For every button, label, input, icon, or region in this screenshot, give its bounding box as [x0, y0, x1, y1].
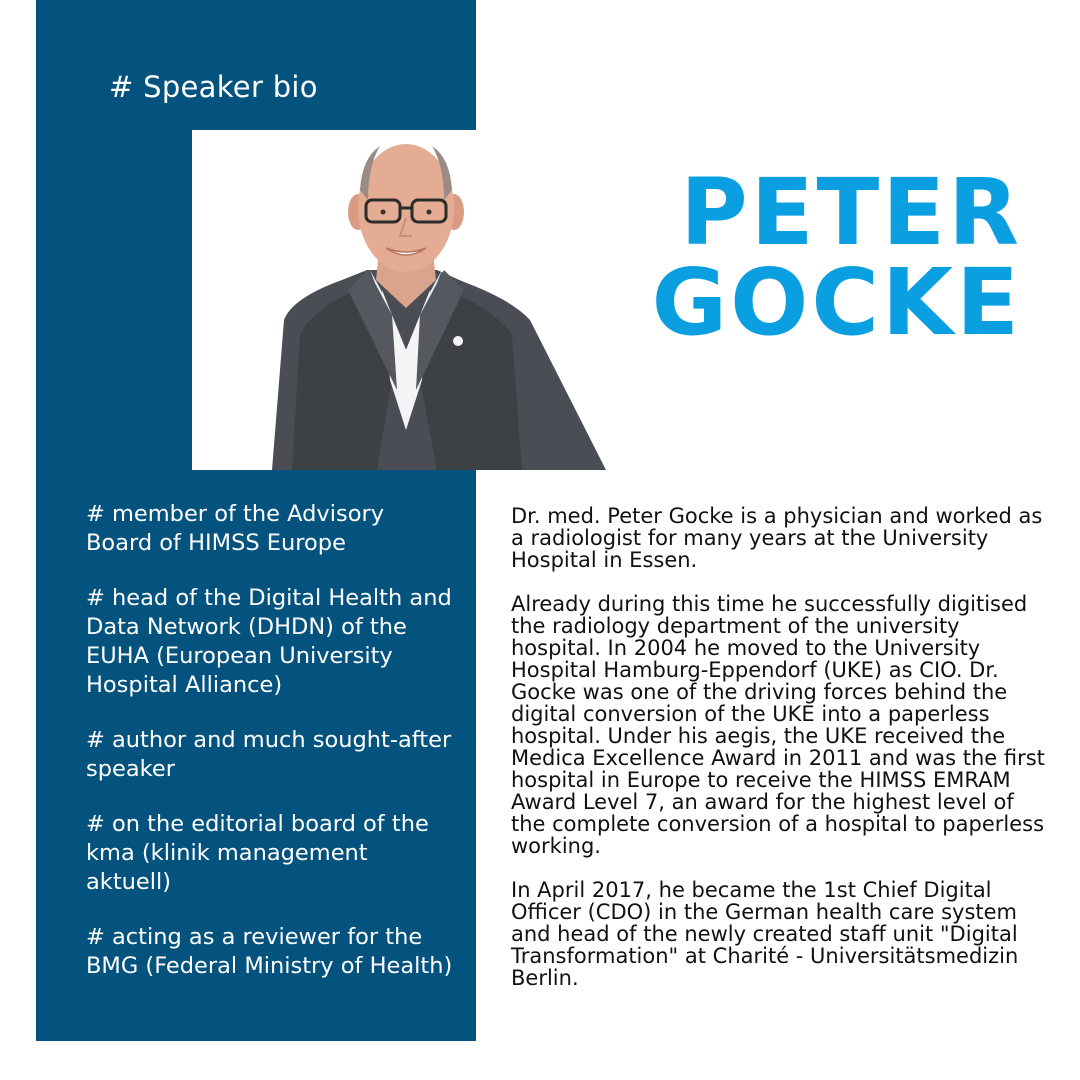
fact-item: # head of the Digital Health and Data Network (DHDN) of the EUHA (European University Hospital Alliance) [86, 585, 452, 698]
speaker-portrait-icon [192, 130, 606, 470]
fact-item: # author and much sought-after speaker [86, 727, 452, 782]
facts-list [86, 500, 456, 1007]
bio-text [511, 505, 1051, 1011]
speaker-first-name: PETER [680, 159, 1022, 266]
speaker-name [651, 159, 1022, 356]
speaker-last-name: GOCKE [651, 249, 1022, 356]
fact-item: # member of the Advisory Board of HIMSS Europe [86, 501, 385, 556]
fact-item: # acting as a reviewer for the BMG (Federal Ministry of Health) [86, 924, 453, 979]
section-tag: # Speaker bio [109, 70, 318, 104]
speaker-photo [192, 130, 606, 470]
bio-paragraph: Already during this time he successfully digitised the radiology department of the university hospital. In 2004 he moved to the University Hospital Hamburg-Eppendorf (UKE) as CIO. Dr. Gocke was one of the driving forces behind the digital conversion of the UKE into a paperless hospital. Under his aegis, the UKE received the Medica Excellence Award in 2011 and was the first hospital in Europe to receive the HIMSS EMRAM Award Level 7, an award for the highest level of the complete conversion of a hospital to paperless working. [511, 592, 1045, 858]
bio-paragraph: In April 2017, he became the 1st Chief Digital Officer (CDO) in the German health care system and head of the newly created staff unit "Digital Transformation" at Charité - Universitätsmedizin Berlin. [511, 878, 1019, 990]
fact-item: # on the editorial board of the kma (klinik management aktuell) [86, 811, 429, 895]
bio-paragraph: Dr. med. Peter Gocke is a physician and worked as a radiologist for many years at the University Hospital in Essen. [511, 504, 1043, 572]
